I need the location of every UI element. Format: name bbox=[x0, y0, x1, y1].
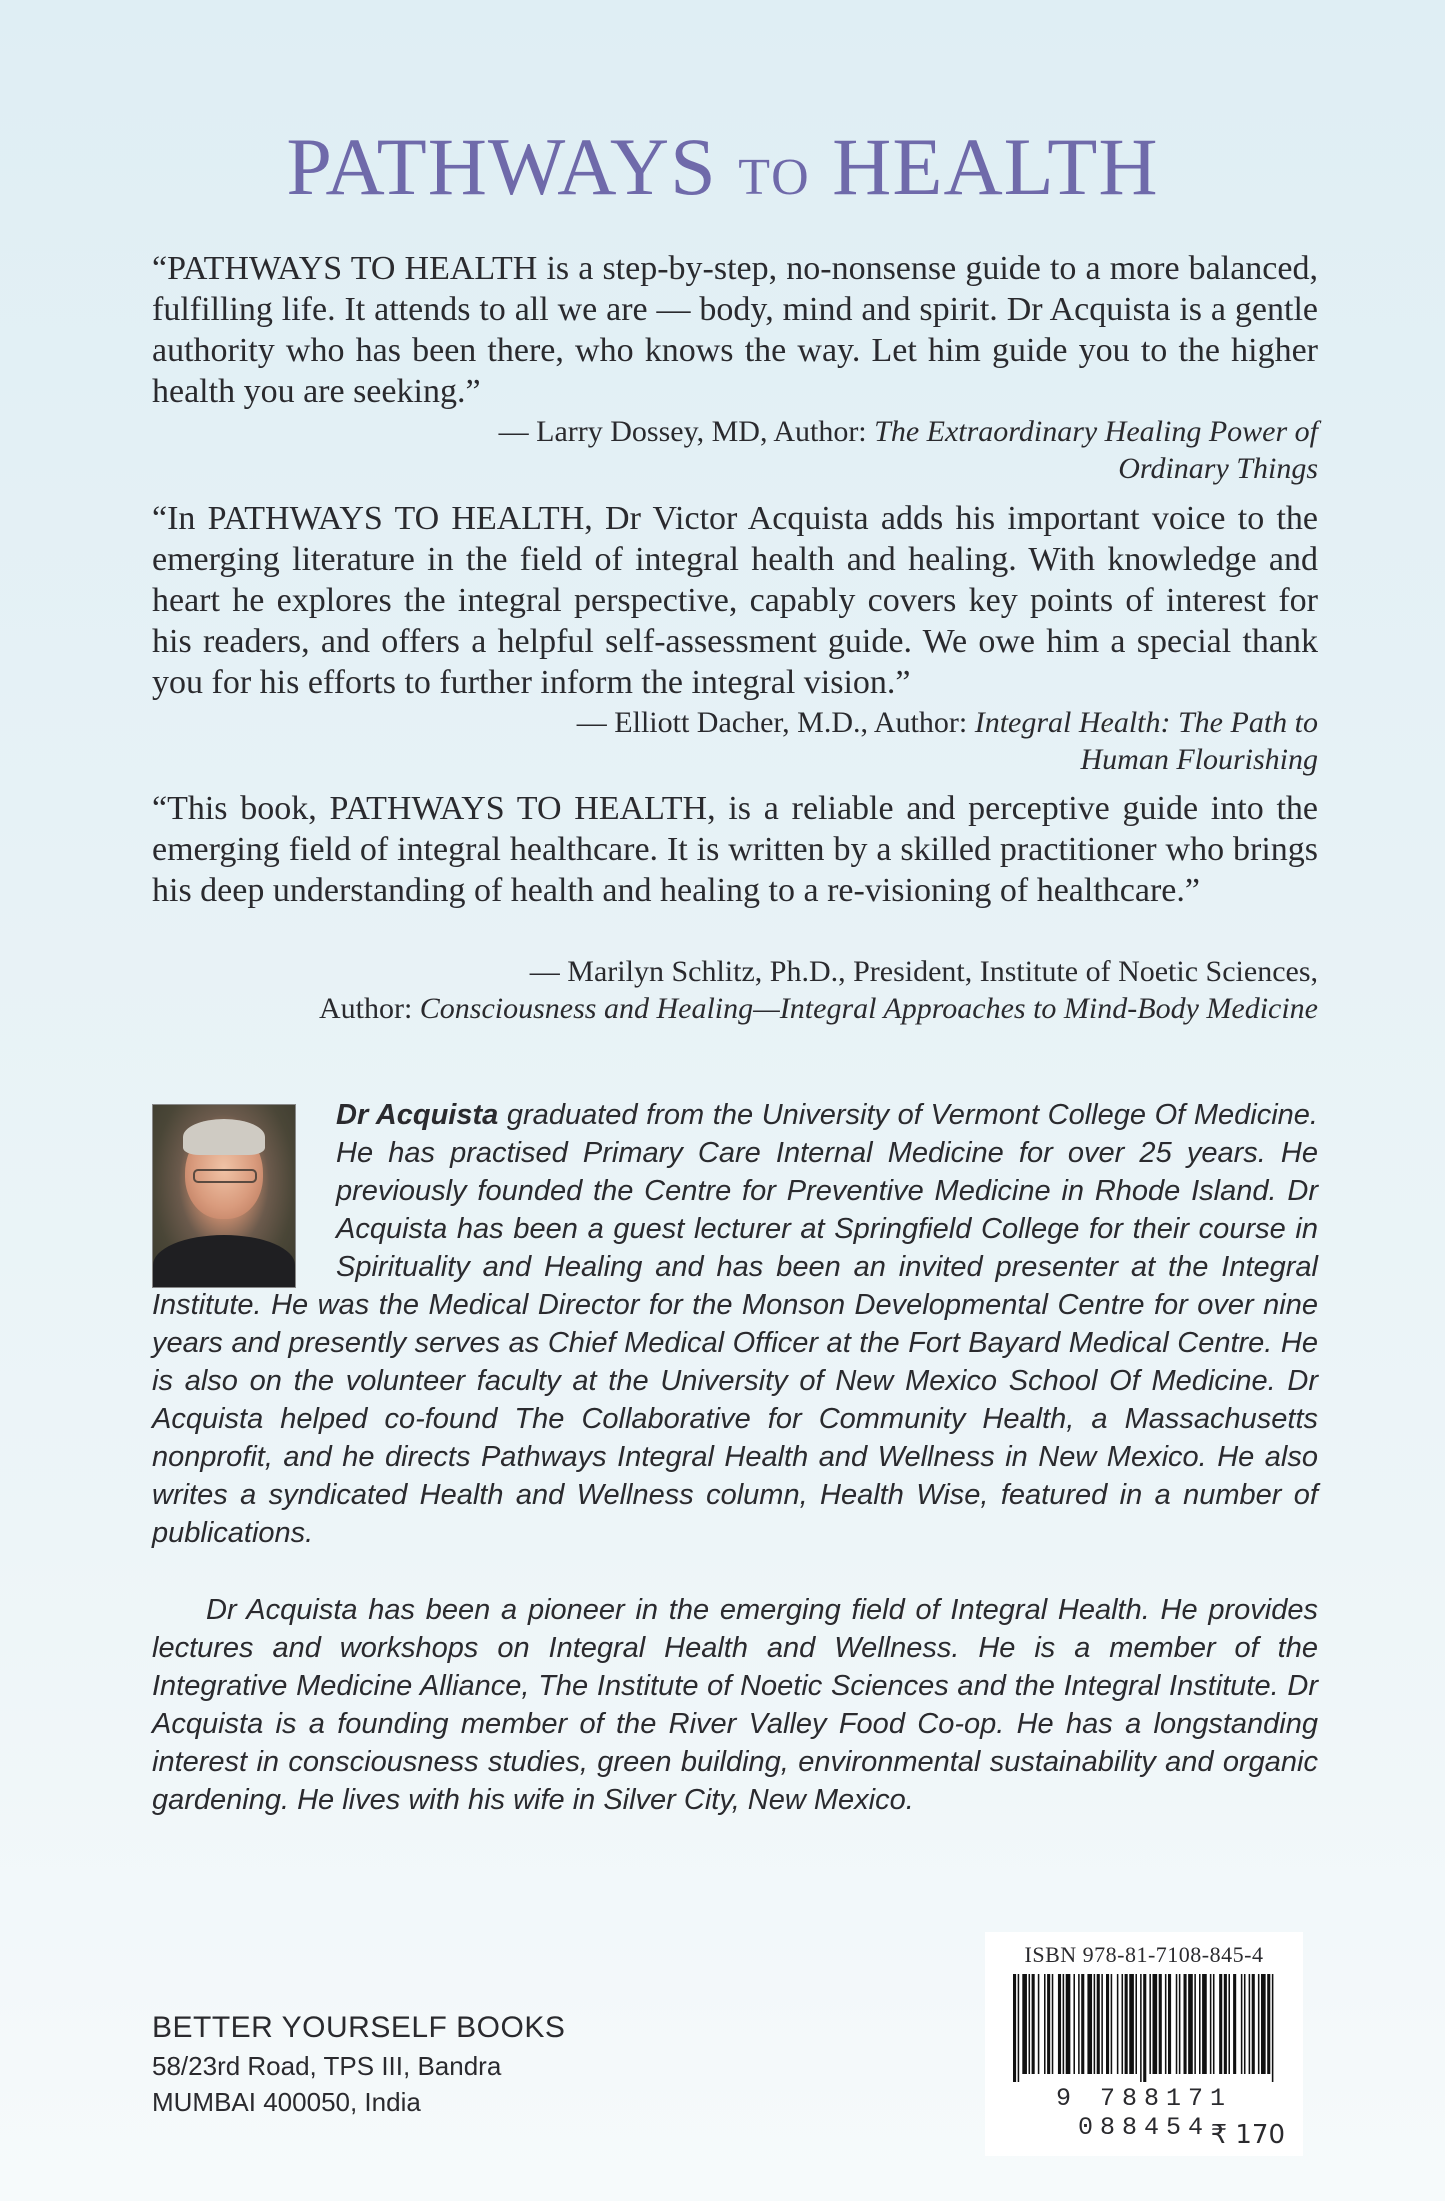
barcode-bar bbox=[1140, 1974, 1142, 2082]
barcode-bar bbox=[1125, 1974, 1128, 2074]
attribution-author-label: Author: bbox=[318, 992, 420, 1025]
barcode-bar bbox=[1038, 1974, 1040, 2074]
barcode-bar bbox=[1135, 1974, 1137, 2074]
barcode-bar bbox=[1032, 1974, 1035, 2074]
barcode-bar bbox=[1194, 1974, 1196, 2074]
barcode-bar bbox=[1101, 1974, 1103, 2074]
barcode-bar bbox=[1233, 1974, 1236, 2074]
barcode-bar bbox=[1066, 1974, 1071, 2074]
title-part-a: PATHWAYS bbox=[286, 121, 739, 212]
barcode-bar bbox=[1261, 1974, 1266, 2074]
endorsement-attribution-3 bbox=[152, 953, 1318, 1027]
barcode-bar bbox=[1022, 1974, 1027, 2074]
barcode-bar bbox=[1188, 1974, 1193, 2074]
barcode-bar bbox=[1168, 1974, 1171, 2074]
publisher-name: BETTER YOURSELF BOOKS bbox=[152, 2011, 566, 2044]
endorsement-quote-2: “In PATHWAYS TO HEALTH, Dr Victor Acquista adds his important voice to the emerging literature in the field of integral health and healing. With knowledge and heart he explores the integral perspective, capably covers key points of interest for his readers, and offers a helpful self-assessment guide. We owe him a special thank you for his efforts to further inform the integral vision.” bbox=[152, 500, 1318, 701]
barcode-bar bbox=[1047, 1974, 1050, 2074]
barcode-bar bbox=[1228, 1974, 1230, 2074]
barcode-bar bbox=[1106, 1974, 1109, 2074]
attribution-book: Consciousness and Healing—Integral Approaches to Mind-Body Medicine bbox=[419, 992, 1318, 1025]
barcode-bar bbox=[1241, 1974, 1243, 2074]
author-name: Dr Acquista bbox=[336, 1099, 499, 1131]
barcode-bar bbox=[1094, 1974, 1096, 2074]
barcode-bar bbox=[1252, 1974, 1255, 2074]
barcode-bar bbox=[1165, 1974, 1167, 2074]
barcode-graphic bbox=[1013, 1974, 1275, 2082]
endorsement-quote-1: “PATHWAYS TO HEALTH is a step-by-step, no-nonsense guide to a more balanced, fulfilling life. It attends to all we are — body, mind and spirit. Dr Acquista is a gentle authority who has been there, who knows the way. Let him guide you to the higher health you are seeking.” bbox=[152, 250, 1318, 410]
barcode-bar bbox=[1052, 1974, 1054, 2074]
publisher-address-line-1: 58/23rd Road, TPS III, Bandra bbox=[152, 2051, 502, 2081]
isbn-label: ISBN 978-81-7108-845-4 bbox=[1024, 1942, 1264, 1967]
barcode-bar bbox=[1122, 1974, 1124, 2074]
barcode-bar bbox=[1213, 1974, 1215, 2074]
barcode-bar bbox=[1097, 1974, 1100, 2074]
barcode-bar bbox=[1244, 1974, 1246, 2074]
barcode-bar bbox=[1081, 1974, 1084, 2074]
barcode-bar bbox=[1149, 1974, 1151, 2074]
isbn-barcode-box bbox=[985, 1932, 1303, 2156]
barcode-bar bbox=[1087, 1974, 1092, 2074]
barcode-bar bbox=[1018, 1974, 1020, 2082]
barcode-bar bbox=[1063, 1974, 1065, 2074]
barcode-bar bbox=[1129, 1974, 1134, 2074]
barcode-bar bbox=[1111, 1974, 1113, 2074]
barcode-digits: 9 788171 088454 bbox=[1055, 2084, 1233, 2142]
barcode-bar bbox=[1219, 1974, 1222, 2074]
publisher-address-line-2: MUMBAI 400050, India bbox=[152, 2087, 421, 2117]
barcode-bar bbox=[1267, 1974, 1270, 2074]
barcode-bar bbox=[1029, 1974, 1031, 2074]
barcode-bar bbox=[1153, 1974, 1158, 2074]
barcode-bar bbox=[1199, 1974, 1201, 2074]
photo-spacer bbox=[152, 1096, 336, 1286]
author-bio-paragraph-2: Dr Acquista has been a pioneer in the emerging field of Integral Health. He provides lectures and workshops on Integral Health and Wellness. He is a member of the Integrative Medicine Alliance, The Institute of Noetic Sciences and the Integral Institute. Dr Acquista is a founding member of the River Valley Food Co-op. He has a longstanding interest in consciousness studies, green building, environmental sustainability and organic gardening. He lives with his wife in Silver City, New Mexico. bbox=[152, 1594, 1318, 1816]
title-part-b: HEALTH bbox=[810, 121, 1159, 212]
barcode-bar bbox=[1159, 1974, 1162, 2074]
barcode-bar bbox=[1117, 1974, 1119, 2074]
attribution-author: — Elliott Dacher, M.D., Author: bbox=[576, 706, 975, 739]
attribution-book-cont: Ordinary Things bbox=[1118, 452, 1318, 485]
endorsement-quote-3: “This book, PATHWAYS TO HEALTH, is a reliable and perceptive guide into the emerging field of integral healthcare. It is written by a skilled practitioner who brings his deep understanding of health and healing to a re-visioning of healthcare.” bbox=[152, 790, 1318, 909]
attribution-book: Integral Health: The Path to bbox=[974, 706, 1318, 739]
publisher-info bbox=[152, 2008, 565, 2120]
barcode-bar bbox=[1258, 1974, 1260, 2074]
barcode-bar bbox=[1184, 1974, 1187, 2074]
attribution-book-cont: Human Flourishing bbox=[1080, 743, 1318, 776]
barcode-bar bbox=[1179, 1974, 1181, 2074]
endorsement-attribution-2 bbox=[152, 704, 1318, 778]
attribution-book: The Extraordinary Healing Power of bbox=[874, 415, 1318, 448]
barcode-bar bbox=[1013, 1974, 1016, 2082]
endorsement-attribution-1 bbox=[152, 413, 1318, 487]
bio-text: graduated from the University of Vermont College Of Medicine. He has practised Primary Care Internal Medicine for over 25 years. He previously founded the Centre for Preventive Medicine in Rhode Island. Dr Acquista has been a guest lecturer at Springfield College for their course in Spirituality and Healing and has been an invited presenter at the Integral Institute. He was the Medical Director for the Monson Developmental Centre for over nine years and presently serves as Chief Medical Officer at the Fort Bayard Medical Centre. He is also on the volunteer faculty at the University of New Mexico School Of Medicine. Dr Acquista helped co-found The Collaborative for Community Health, a Massachusetts nonprofit, and he directs Pathways Integral Health and Wellness in New Mexico. He also writes a syndicated Health and Wellness column, Health Wise, featured in a number of publications. bbox=[152, 1099, 1318, 1549]
book-title bbox=[0, 121, 1445, 212]
barcode-bar bbox=[1044, 1974, 1046, 2074]
barcode-bar bbox=[1176, 1974, 1178, 2074]
barcode-bar bbox=[1143, 1974, 1146, 2082]
barcode-bar bbox=[1073, 1974, 1075, 2074]
price-tag: ₹ 170 bbox=[1210, 2120, 1285, 2150]
author-bio-paragraph-1 bbox=[152, 1096, 1318, 1552]
barcode-bar bbox=[1058, 1974, 1061, 2074]
barcode-bar bbox=[1272, 1974, 1274, 2082]
barcode-bar bbox=[1224, 1974, 1227, 2074]
attribution-author: — Larry Dossey, MD, Author: bbox=[498, 415, 875, 448]
barcode-bar bbox=[1249, 1974, 1251, 2074]
title-part-small: TO bbox=[738, 149, 811, 206]
attribution-author: — Marilyn Schlitz, Ph.D., President, Institute of Noetic Sciences, bbox=[529, 955, 1318, 988]
barcode-bar bbox=[1078, 1974, 1080, 2074]
barcode-bar bbox=[1202, 1974, 1207, 2074]
barcode-bar bbox=[1210, 1974, 1212, 2074]
